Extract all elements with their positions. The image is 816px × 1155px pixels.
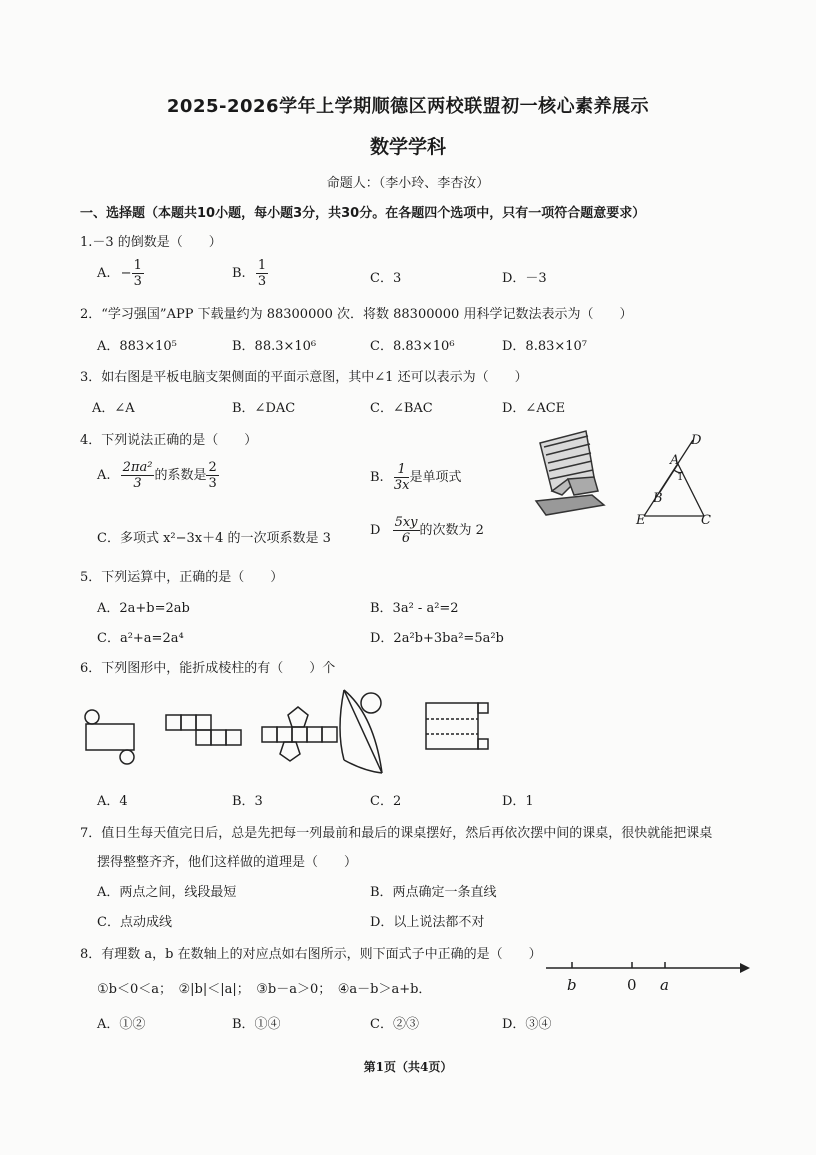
q8-option-b: B．①④: [232, 1017, 281, 1032]
q6-option-c: C．2: [370, 794, 402, 809]
number-line-b: b: [567, 976, 577, 994]
q5-option-a: A．2a+b=2ab: [97, 601, 190, 616]
q2-option-d: D．8.83×10⁷: [502, 339, 588, 354]
q6-nets-figure: [78, 685, 498, 790]
label-E: E: [636, 513, 646, 528]
q5-stem: 5．下列运算中，正确的是（ ）: [80, 570, 284, 585]
q4-option-c: C．多项式 x²−3x＋4 的一次项系数是 3: [97, 531, 331, 546]
q4-a-label: A.: [97, 468, 111, 483]
q7-option-c: C．点动成线: [97, 915, 172, 930]
number-line-zero: 0: [627, 976, 637, 994]
q8-option-c: C．②③: [370, 1017, 419, 1032]
subject-title: 数学学科: [369, 136, 446, 158]
q1-option-d: D．－3: [502, 271, 547, 286]
q7-option-b: B．两点确定一条直线: [370, 885, 497, 900]
q1-b-label: B.: [232, 266, 246, 281]
label-A: A: [670, 453, 680, 468]
q1-option-c: C．3: [370, 271, 402, 286]
q1-option-a: [97, 258, 144, 289]
q1-a-label: A.: [97, 266, 111, 281]
q4-stem: 4．下列说法正确的是（ ）: [80, 433, 258, 448]
author-line: 命题人：（李小玲、李杏汝）: [326, 176, 490, 191]
number-line-a: a: [660, 976, 669, 994]
q5-option-b: B．3a² - a²=2: [370, 601, 459, 616]
label-B: B: [653, 491, 663, 506]
label-C: C: [701, 513, 711, 528]
q4-a-fraction2: $\frac{2}{3}$: [208, 460, 217, 491]
q7-stem-line1: 7．值日生每天值完日后，总是先把每一列最前和最后的课桌摆好，然后再依次摆中间的课桌，很快就能把课桌: [80, 826, 713, 841]
q1-option-b: [232, 258, 268, 289]
q4-b-fraction: $\frac{1}{3x}$: [393, 462, 410, 493]
number-line: [540, 958, 752, 978]
q2-option-c: C．8.83×10⁶: [370, 339, 455, 354]
q5-option-c: C．a²+a=2a⁴: [97, 631, 184, 646]
q6-option-d: D．1: [502, 794, 534, 809]
q3-option-b: B．∠DAC: [232, 401, 296, 416]
label-D: D: [691, 433, 702, 448]
q6-option-a: A．4: [97, 794, 128, 809]
q3-option-d: D．∠ACE: [502, 401, 566, 416]
q4-a-text: 的系数是: [154, 468, 207, 483]
q4-d-label: D: [370, 523, 381, 538]
tablet-stand-image: [522, 425, 622, 525]
q7-stem-line2: 摆得整整齐齐，他们这样做的道理是（ ）: [97, 855, 358, 870]
q4-b-label: B.: [370, 470, 384, 485]
q4-option-a: [97, 460, 219, 491]
q7-option-a: A．两点之间，线段最短: [97, 885, 237, 900]
section-heading: 一、选择题（本题共10小题，每小题3分，共30分。在各题四个选项中，只有一项符合题意要求）: [80, 206, 646, 221]
q7-option-d: D．以上说法都不对: [370, 915, 485, 930]
page-number: 第1页（共4页）: [363, 1060, 453, 1074]
q2-option-b: B．88.3×10⁶: [232, 339, 317, 354]
q8-statements: ①b＜0＜a； ②|b|＜|a|； ③b－a＞0； ④a－b＞a+b．: [97, 982, 432, 997]
q4-a-fraction: $\frac{\text{2πa²}}{3}$: [122, 460, 153, 491]
q1-stem: 1.－3 的倒数是（ ）: [80, 235, 222, 250]
q3-option-a: A．∠A: [92, 401, 135, 416]
q8-option-d: D．③④: [502, 1017, 552, 1032]
label-angle-1: 1: [677, 472, 684, 483]
q4-b-text: 是单项式: [409, 470, 462, 485]
q3-option-c: C．∠BAC: [370, 401, 433, 416]
q1-b-fraction: $\frac{1}{3}$: [257, 258, 267, 289]
q8-option-a: A．①②: [97, 1017, 146, 1032]
q8-stem: 8．有理数 a，b 在数轴上的对应点如右图所示，则下面式子中正确的是（ ）: [80, 947, 542, 962]
exam-title: 2025-2026学年上学期顺德区两校联盟初一核心素养展示: [166, 96, 650, 117]
q4-d-fraction: $\frac{5xy}{6}$: [394, 515, 418, 546]
q6-stem: 6．下列图形中，能折成棱柱的有（ ）个: [80, 661, 336, 676]
q2-option-a: A．883×10⁵: [97, 339, 177, 354]
q6-option-b: B．3: [232, 794, 263, 809]
q3-stem: 3．如右图是平板电脑支架侧面的平面示意图，其中∠1 还可以表示为（ ）: [80, 370, 528, 385]
q4-option-b: [370, 462, 461, 493]
q4-d-text: 的次数为 2: [419, 523, 484, 538]
q1-a-sign: −: [120, 266, 132, 281]
q1-a-fraction: $\frac{1}{3}$: [133, 258, 142, 289]
q5-option-d: D．2a²b+3ba²=5a²b: [370, 631, 504, 646]
q2-stem: 2．“学习强国”APP 下载量约为 88300000 次．将数 88300000 用科学记数法表示为（ ）: [80, 307, 633, 322]
q4-option-d: [370, 515, 484, 546]
